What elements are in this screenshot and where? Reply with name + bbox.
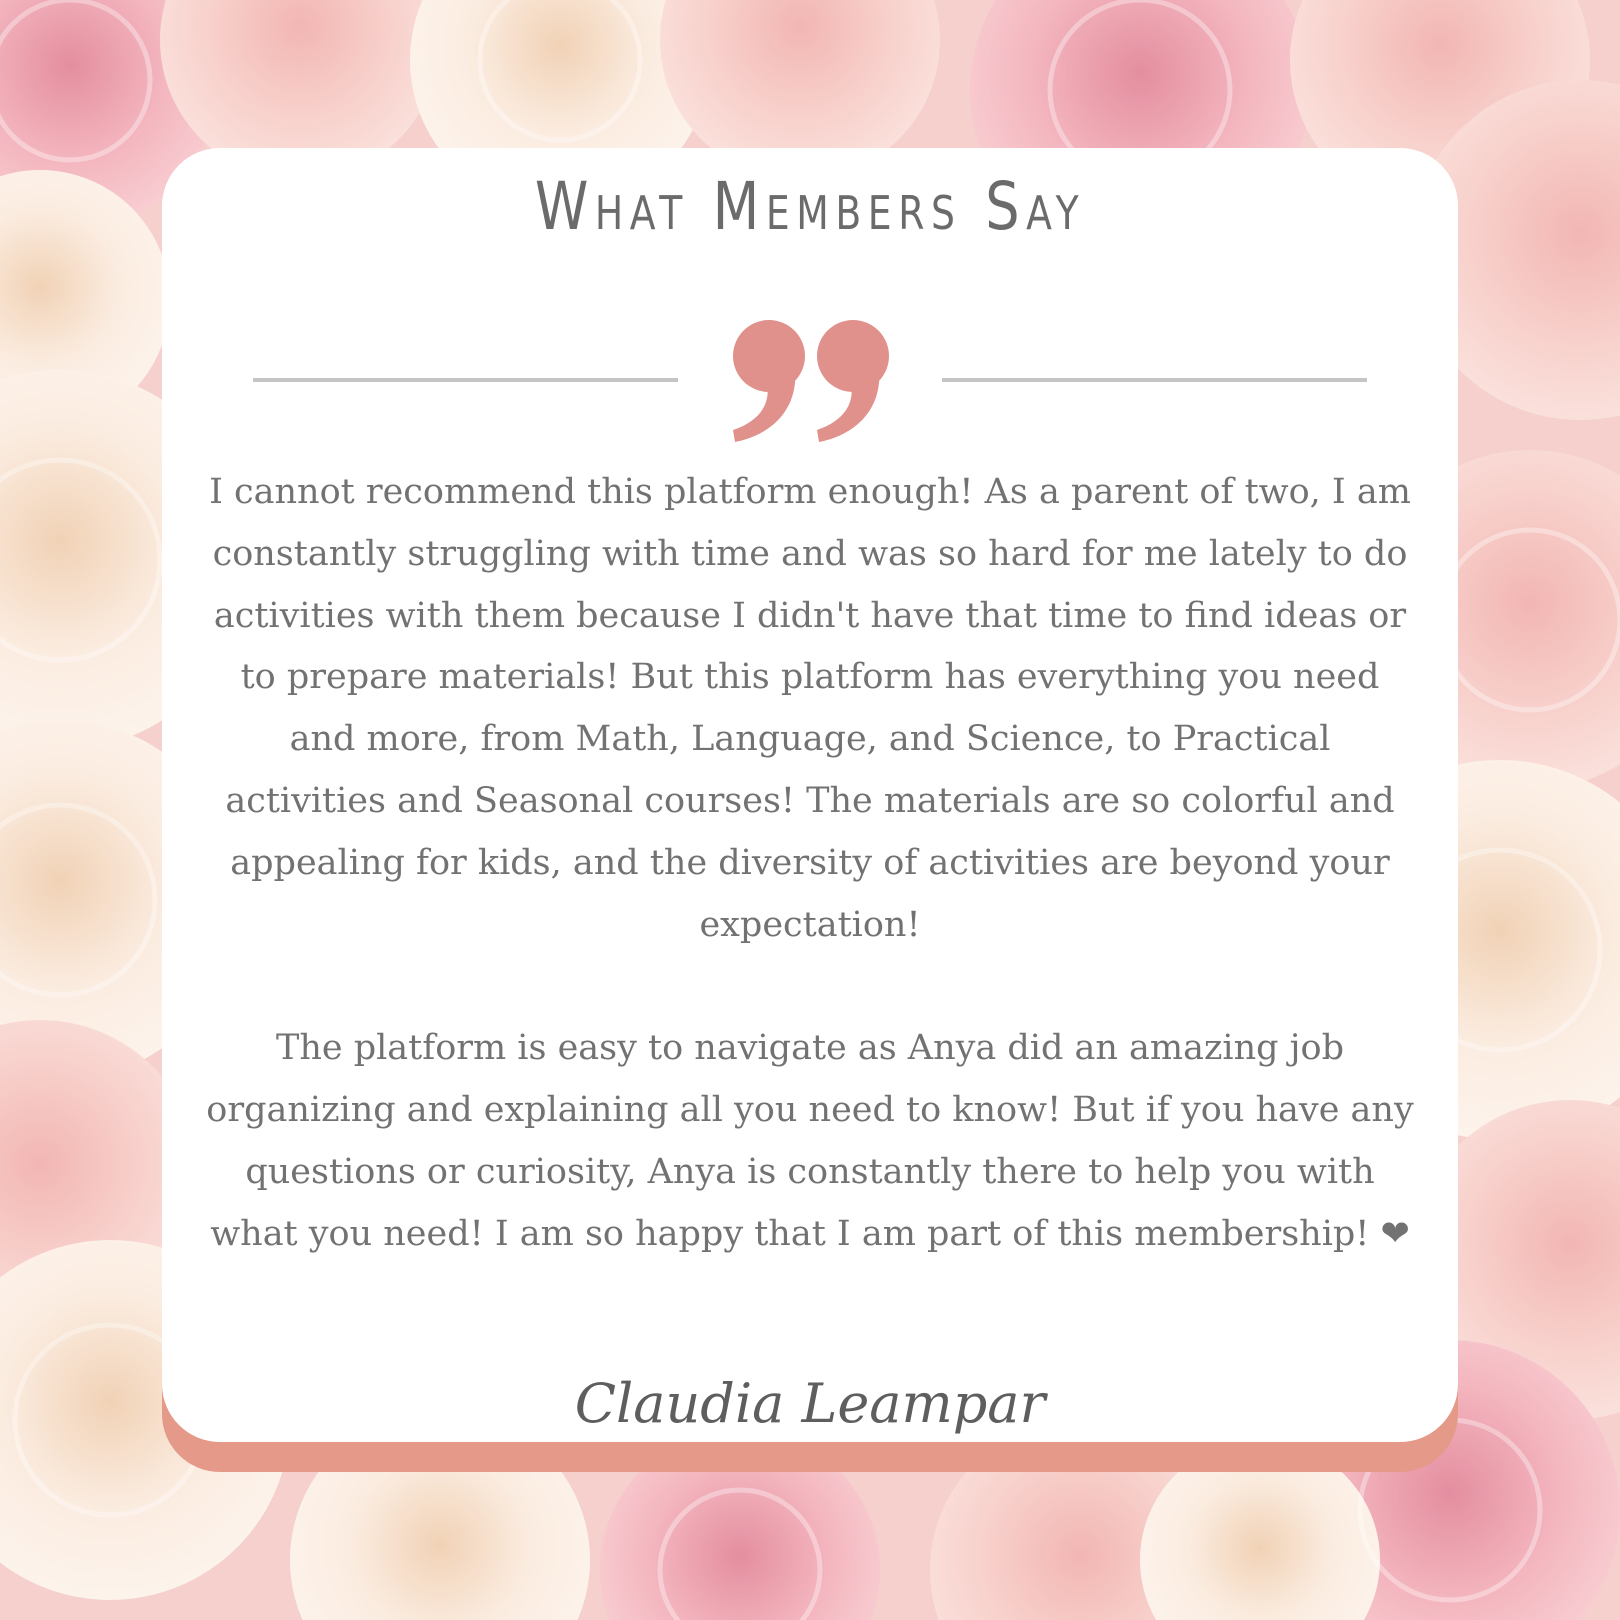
testimonial-paragraph-1: I cannot recommend this platform enough! As a parent of two, I am constantly struggling with time and was so hard for me lately to do activities with them because I didn't have that time to find ideas or to prepare materials! But this platform has everything you need and more, from Math, Language, and Science, to Practical activities and Seasonal courses! The materials are so colorful and appealing for kids, and the diversity of activities are beyond your expectation! — [209, 472, 1411, 945]
author-signature — [0, 1360, 1620, 1450]
divider-left — [253, 378, 678, 382]
divider-right — [942, 378, 1367, 382]
page-title: What Members Say — [534, 168, 1086, 245]
testimonial-paragraph-2: The platform is easy to navigate as Anya did an amazing job organizing and explaining all you need to know! But if you have any questions or curiosity, Anya is constantly there to help you with what you need! I am so happy that I am part of this membership! ❤ — [206, 1028, 1414, 1254]
testimonial-text — [205, 462, 1415, 1265]
svg-text:Claudia Leampar: Claudia Leampar — [574, 1372, 1046, 1435]
quote-icon — [727, 318, 895, 448]
